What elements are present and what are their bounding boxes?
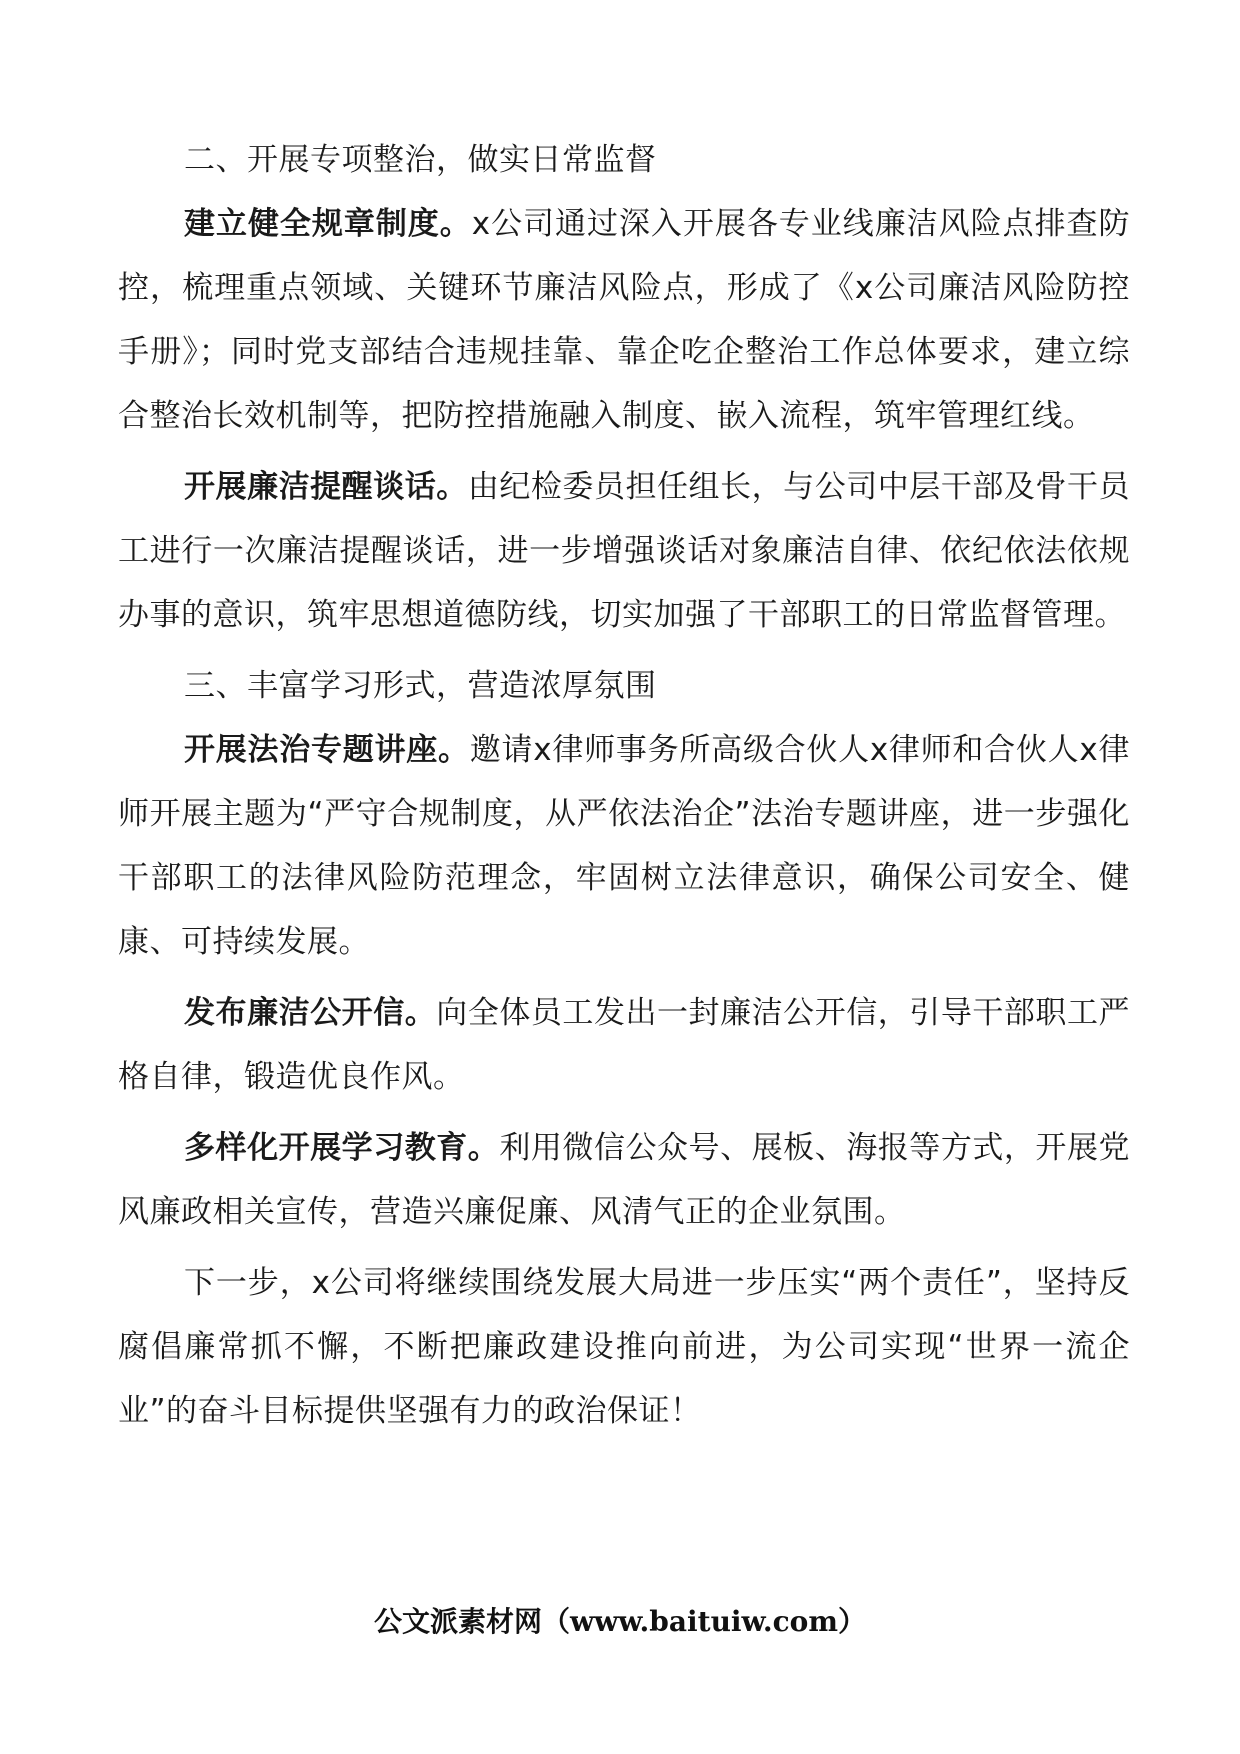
paragraph-lead: 开展廉洁提醒谈话。 [184,469,468,505]
paragraph-talks [118,455,1130,647]
section-heading-3: 三、丰富学习形式，营造浓厚氛围 [184,668,657,704]
footer-watermark: 公文派素材网（www.baituiw.com） [374,1605,866,1638]
paragraph-next-step [118,1251,1130,1443]
paragraph-rules [118,192,1130,448]
paragraph-lead: 开展法治专题讲座。 [184,732,470,768]
paragraph-text: 下一步，x公司将继续围绕发展大局进一步压实“两个责任”，坚持反腐倡廉常抓不懈，不断把廉政建设推向前进，为公司实现“世界一流企业”的奋斗目标提供坚强有力的政治保证！ [118,1265,1130,1429]
paragraph-letter [118,981,1130,1109]
paragraph-text: x公司通过深入开展各专业线廉洁风险点排查防控，梳理重点领域、关键环节廉洁风险点，形成了《x公司廉洁风险防控手册》；同时党支部结合违规挂靠、靠企吃企整治工作总体要求，建立综合整治长效机制等，把防控措施融入制度、嵌入流程，筑牢管理红线。 [118,206,1131,434]
paragraph-text: 向全体员工发出一封廉洁公开信，引导干部职工严格自律，锻造优良作风。 [118,995,1131,1095]
document-body [118,128,1130,1450]
paragraph-lecture [118,718,1130,974]
paragraph-lead: 建立健全规章制度。 [184,206,472,242]
paragraph-text: 邀请x律师事务所高级合伙人x律师和合伙人x律师开展主题为“严守合规制度，从严依法治企”法治专题讲座，进一步强化干部职工的法律风险防范理念，牢固树立法律意识，确保公司安全、健康、可持续发展。 [118,732,1131,960]
paragraph-lead: 多样化开展学习教育。 [184,1130,500,1166]
paragraph-education [118,1116,1130,1244]
paragraph-lead: 发布廉洁公开信。 [184,995,437,1031]
paragraph-text: 由纪检委员担任组长，与公司中层干部及骨干员工进行一次廉洁提醒谈话，进一步增强谈话对象廉洁自律、依纪依法依规办事的意识，筑牢思想道德防线，切实加强了干部职工的日常监督管理。 [118,469,1130,633]
paragraph-text: 利用微信公众号、展板、海报等方式，开展党风廉政相关宣传，营造兴廉促廉、风清气正的企业氛围。 [118,1130,1130,1230]
section-heading-2: 二、开展专项整治，做实日常监督 [184,142,657,178]
